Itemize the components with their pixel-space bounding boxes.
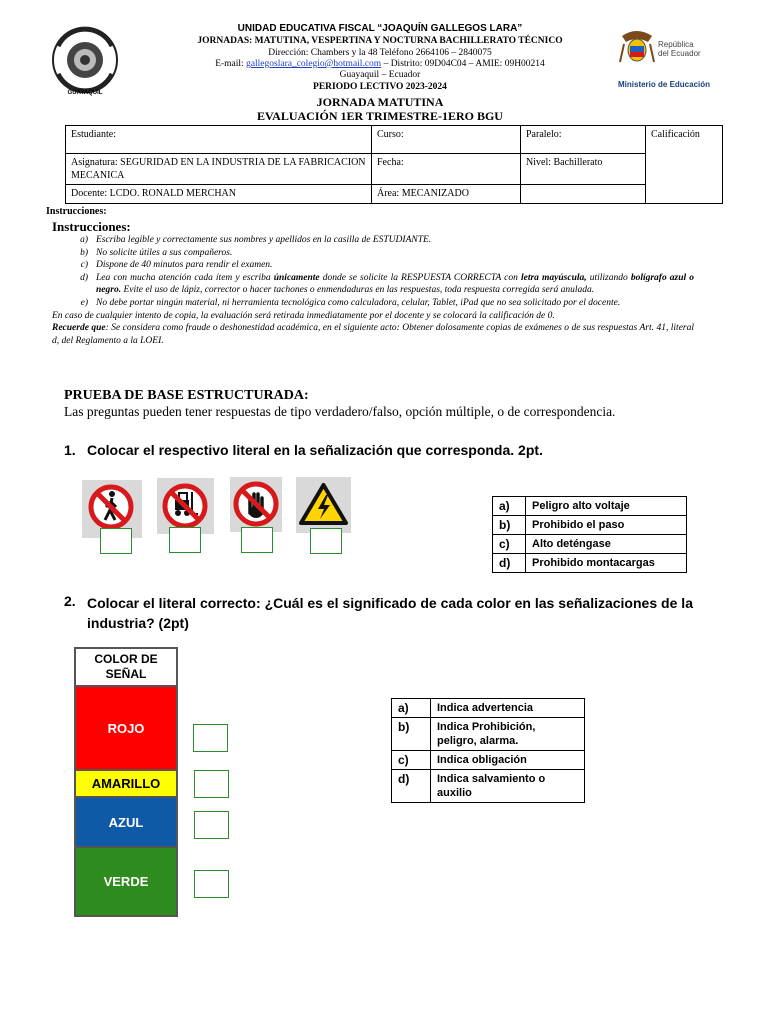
- curso-cell[interactable]: [372, 126, 521, 154]
- school-logo: [44, 24, 126, 100]
- city-line: Guayaquil – Ecuador: [339, 70, 421, 80]
- sign-stop-hand: [230, 477, 282, 532]
- email-link[interactable]: gallegoslara_colegio@hotmail.com: [246, 59, 382, 69]
- test-title: PRUEBA DE BASE ESTRUCTURADA:: [64, 388, 309, 403]
- question-1-number: 1.: [64, 442, 76, 458]
- area-cell: Área: MECANIZADO: [372, 185, 521, 204]
- instruction-item: c) Dispone de 40 minutos para rendir el examen.: [80, 260, 273, 271]
- no-forklift-icon: [157, 478, 214, 534]
- color-red: ROJO: [76, 687, 176, 769]
- option-row: d) Indica salvamiento o auxilio: [392, 770, 585, 803]
- sign-prohibited-forklift: [157, 478, 214, 534]
- answer-box-sign-4[interactable]: [310, 528, 342, 554]
- school-name: UNIDAD EDUCATIVA FISCAL “JOAQUÍN GALLEGOS LARA”: [237, 23, 523, 34]
- instruction-item: a) Escriba legible y correctamente sus nombres y apellidos en la casilla de ESTUDIANTE.: [80, 235, 432, 245]
- answer-box-sign-2[interactable]: [169, 527, 201, 553]
- jornada-title: JORNADA MATUTINA: [316, 95, 444, 109]
- option-row: a) Indica advertencia: [392, 699, 585, 718]
- email-label: E-mail:: [215, 59, 247, 69]
- option-row: c) Alto deténgase: [493, 535, 687, 554]
- instruction-item: d) Lea con mucha atención cada ítem y escriba únicamente donde se solicite la RESPUESTA CORRECTA con letra mayúscula, utilizando bolígrafo azul o negro. Evite el uso de lápiz, corrector o hacer tachones o enmendaduras en las respuestas, toda respuesta corregida será anulada.: [80, 272, 695, 296]
- paralelo-label: Paralelo:: [526, 129, 562, 140]
- answer-box-blue[interactable]: [194, 811, 229, 839]
- fecha-cell[interactable]: [372, 154, 521, 185]
- answer-box-yellow[interactable]: [194, 770, 229, 798]
- estudiante-cell[interactable]: [66, 126, 372, 154]
- ministry-name: Ministerio de Educación: [618, 80, 711, 89]
- instructions-small-title: Instrucciones:: [46, 206, 107, 217]
- option-row: a) Peligro alto voltaje: [493, 497, 687, 516]
- question-2-text: Colocar el literal correcto: ¿Cuál es el significado de cada color en las señalizaciones de la industria? (2pt): [87, 595, 693, 631]
- answer-box-sign-1[interactable]: [100, 528, 132, 554]
- test-subtitle: Las preguntas pueden tener respuestas de tipo verdadero/falso, opción múltiple, o de correspondencia.: [64, 404, 616, 419]
- answer-box-green[interactable]: [194, 870, 229, 898]
- district-text: – Distrito: 09D04C04 – AMIE: 09H00214: [381, 59, 545, 69]
- docente-cell: Docente: LCDO. RONALD MERCHAN: [66, 185, 372, 204]
- curso-label: Curso:: [377, 129, 404, 140]
- ministry-logo: [618, 28, 728, 92]
- evaluation-title: EVALUACIÓN 1ER TRIMESTRE-1ERO BGU: [257, 109, 503, 123]
- school-logo-city: GUAYAQUIL: [67, 90, 103, 96]
- calificacion-label: Calificación: [651, 129, 700, 140]
- instructions-list: [52, 234, 694, 347]
- instruction-item: e) No debe portar ningún material, ni herramienta tecnológica como calculadora, celular, Tablet, iPad que no sea solicitado por el docente.: [80, 297, 621, 308]
- color-signal-chart: [74, 647, 178, 917]
- question-2-number: 2.: [64, 593, 76, 609]
- sign-high-voltage: [296, 477, 351, 533]
- option-row: b) Prohibido el paso: [493, 516, 687, 535]
- address-line: Dirección: Chambers y la 48 Teléfono 2664106 – 2840075: [268, 48, 492, 58]
- option-row: b) Indica Prohibición, peligro, alarma.: [392, 718, 585, 751]
- color-yellow: AMARILLO: [76, 771, 176, 796]
- ecuador-coat-of-arms-icon: [618, 28, 656, 68]
- fecha-label: Fecha:: [377, 157, 404, 168]
- high-voltage-icon: [296, 477, 351, 533]
- estudiante-label: Estudiante:: [71, 129, 116, 140]
- republica-text: República: [658, 40, 694, 49]
- instructions-title: Instrucciones:: [52, 219, 131, 234]
- paralelo-cell[interactable]: [521, 126, 646, 154]
- copy-notice: En caso de cualquier intento de copia, la evaluación será retirada inmediatamente por el docente y se colocará la calificación de 0.: [52, 310, 555, 321]
- answer-box-sign-3[interactable]: [241, 527, 273, 553]
- color-green: VERDE: [76, 848, 176, 915]
- asignatura-cell: Asignatura: SEGURIDAD EN LA INDUSTRIA DE LA FABRICACION MECANICA: [66, 154, 372, 185]
- nivel-cell: Nivel: Bachillerato: [521, 154, 646, 185]
- period-line: PERIODO LECTIVO 2023-2024: [313, 82, 447, 92]
- empty-cell: [521, 185, 646, 204]
- stop-hand-icon: [230, 477, 282, 532]
- color-blue: AZUL: [76, 798, 176, 846]
- answer-box-red[interactable]: [193, 724, 228, 752]
- remember-notice: Recuerde que: Se considera como fraude o deshonestidad académica, en el siguiente acto: Obtener dolosamente copias de exámenes o de sus respuestas Art. 41, literal d, del Reglamento a la LOEI.: [52, 323, 695, 346]
- question-2-options: [391, 698, 585, 803]
- jornadas-line: JORNADAS: MATUTINA, VESPERTINA Y NOCTURNA BACHILLERATO TÉCNICO: [197, 36, 563, 46]
- question-1-text: Colocar el respectivo literal en la señalización que corresponda. 2pt.: [87, 442, 543, 458]
- option-row: c) Indica obligación: [392, 751, 585, 770]
- contact-line: [150, 59, 610, 70]
- student-info-table: [65, 125, 723, 204]
- calificacion-cell[interactable]: [646, 126, 723, 204]
- color-header: COLOR DE SEÑAL: [76, 649, 176, 685]
- instruction-item: b) No solicite útiles a sus compañeros.: [80, 247, 233, 258]
- option-row: d) Prohibido montacargas: [493, 554, 687, 573]
- del-ecuador-text: del Ecuador: [658, 49, 701, 58]
- question-1-options: [492, 496, 687, 573]
